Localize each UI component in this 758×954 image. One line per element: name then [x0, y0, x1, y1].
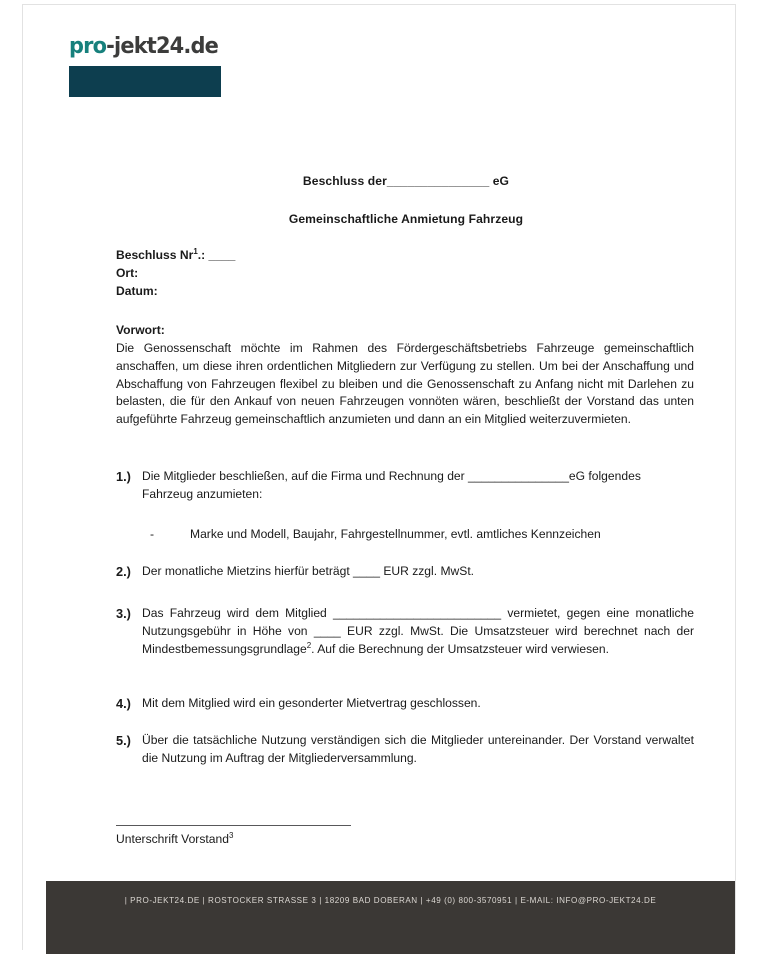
metadata-block [116, 247, 235, 301]
vorwort-heading: Vorwort: [116, 323, 165, 337]
footnote-marker-2: 2 [306, 640, 312, 650]
logo-wordmark-prefix: pro [69, 33, 107, 59]
clause-2-text: Der monatliche Mietzins hierfür beträgt ____ EUR zzgl. MwSt. [142, 564, 475, 578]
signature-label [116, 831, 416, 849]
clause-2-number: 2.) [116, 564, 131, 579]
vorwort-section [116, 322, 694, 429]
clause-3-number: 3.) [116, 606, 131, 621]
clause-1-bullet-text: Marke und Modell, Baujahr, Fahrgestellnummer, evtl. amtliches Kennzeichen [190, 527, 601, 541]
clause-5-number: 5.) [116, 733, 131, 748]
page-footer [46, 881, 735, 954]
clause-1 [116, 468, 694, 504]
document-title-secondary: Gemeinschaftliche Anmietung Fahrzeug [288, 212, 524, 226]
bullet-dash-icon: - [150, 527, 155, 541]
datum-label: Datum: [116, 283, 158, 298]
clause-4-number: 4.) [116, 696, 131, 711]
clause-5 [116, 732, 694, 768]
signature-block [116, 825, 416, 849]
document-title-primary: Beschluss der_______________ eG [302, 174, 510, 188]
signature-line [116, 825, 351, 826]
company-logo [69, 35, 329, 97]
logo-wordmark-suffix: -jekt24.de [106, 33, 219, 59]
footer-contact-text: | PRO-JEKT24.DE | ROSTOCKER STRASSE 3 | 18209 BAD DOBERAN | +49 (0) 800-3570951 | E-MAIL: INFO@PRO-JEKT24.DE [124, 896, 657, 905]
clause-2 [116, 563, 694, 581]
clause-1-text: Die Mitglieder beschließen, auf die Firma und Rechnung der _______________eG folgendes Fahrzeug anzumieten: [142, 469, 641, 501]
footnote-marker-1: 1 [193, 246, 198, 256]
ort-label: Ort: [116, 265, 139, 280]
beschluss-nr-label: Beschluss Nr [116, 248, 194, 262]
clause-4-text: Mit dem Mitglied wird ein gesonderter Mietvertrag geschlossen. [142, 696, 481, 710]
clause-3-text-part-a: Das Fahrzeug wird dem Mitglied _________________________ vermietet, gegen eine monatliche Nutzungsgebühr in Höhe von ____ EUR zzgl. MwSt. Die Umsatzsteuer wird berechnet nach der Mindestbemessungsgrundlage [142, 606, 694, 656]
signature-label-text: Unterschrift Vorstand [116, 832, 229, 846]
clause-1-bullet [150, 526, 690, 544]
clause-5-text: Über die tatsächliche Nutzung verständigen sich die Mitglieder untereinander. Der Vorstand verwaltet die Nutzung im Auftrag der Mitgliederversammlung. [142, 733, 694, 765]
clause-1-number: 1.) [116, 469, 131, 484]
clause-3-text [142, 605, 694, 659]
beschluss-nr-line [116, 247, 235, 265]
logo-wordmark [69, 35, 311, 58]
beschluss-nr-value: .: ____ [197, 248, 236, 262]
page-sheet [22, 4, 736, 950]
logo-color-bar [69, 66, 221, 97]
clause-4 [116, 695, 694, 713]
footnote-marker-3: 3 [228, 830, 234, 840]
vorwort-paragraph: Die Genossenschaft möchte im Rahmen des Fördergeschäftsbetriebs Fahrzeuge gemeinschaftlich anschaffen, um diese ihren ordentlichen Mitgliedern zur Verfügung zu stellen. Um bei der Anschaffung und Abschaffung von Fahrzeugen flexibel zu bleiben und die Genossenschaft zu Anfang nicht mit Darlehen zu belasten, die für den Ankauf von neuen Fahrzeugen vonnöten wären, beschließt der Vorstand das unten aufgeführte Fahrzeug gemeinschaftlich anzumieten und dann an ein Mitglied weiterzuvermieten. [116, 340, 694, 427]
clause-3-text-part-b: . Auf die Berechnung der Umsatzsteuer wird verwiesen. [311, 641, 609, 656]
clause-3 [116, 605, 694, 659]
